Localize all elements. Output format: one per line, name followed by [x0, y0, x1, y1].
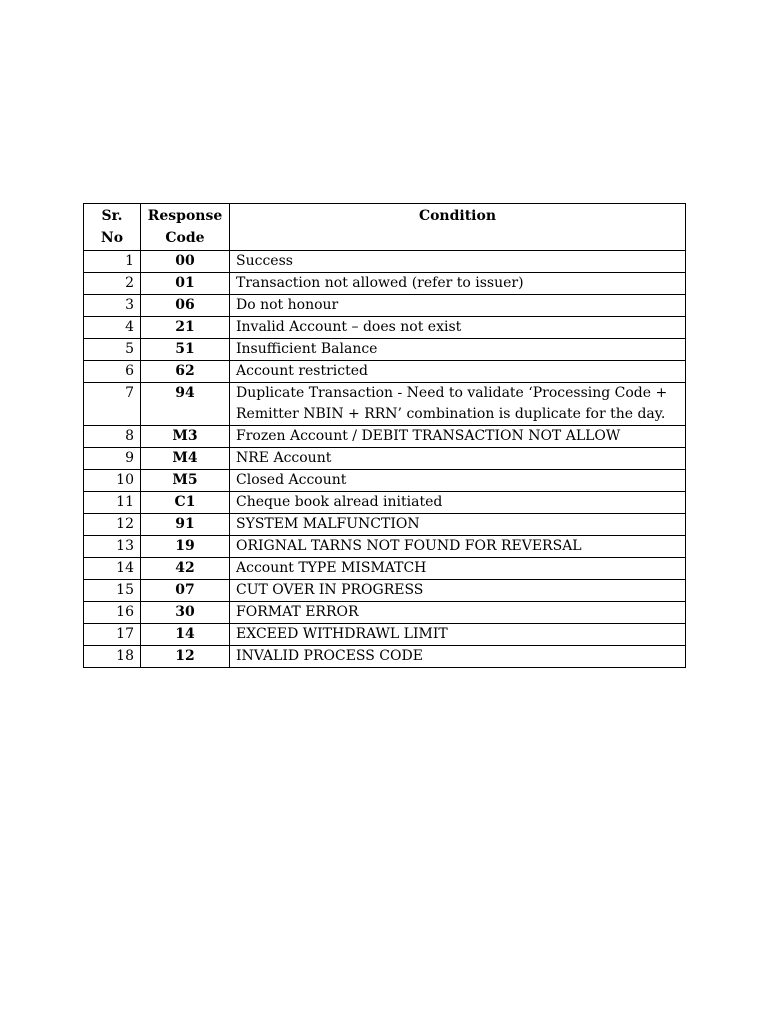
cell-response-code: 62 [141, 361, 230, 383]
cell-response-code: M5 [141, 470, 230, 492]
cell-condition: Invalid Account – does not exist [230, 317, 686, 339]
cell-condition: Account TYPE MISMATCH [230, 558, 686, 580]
cell-response-code: 00 [141, 251, 230, 273]
cell-condition: ORIGNAL TARNS NOT FOUND FOR REVERSAL [230, 536, 686, 558]
table-row [84, 448, 686, 470]
cell-sr-no: 1 [84, 251, 141, 273]
table-row [84, 580, 686, 602]
cell-sr-no: 16 [84, 602, 141, 624]
cell-sr-no: 14 [84, 558, 141, 580]
table-row [84, 339, 686, 361]
cell-response-code: 06 [141, 295, 230, 317]
table-row [84, 646, 686, 668]
cell-condition: Transaction not allowed (refer to issuer) [230, 273, 686, 295]
cell-condition: EXCEED WITHDRAWL LIMIT [230, 624, 686, 646]
cell-condition: CUT OVER IN PROGRESS [230, 580, 686, 602]
cell-response-code: 42 [141, 558, 230, 580]
cell-condition: Success [230, 251, 686, 273]
cell-condition: Do not honour [230, 295, 686, 317]
table-body [84, 251, 686, 668]
cell-sr-no: 8 [84, 426, 141, 448]
cell-sr-no: 6 [84, 361, 141, 383]
cell-response-code: 51 [141, 339, 230, 361]
cell-response-code: 19 [141, 536, 230, 558]
cell-sr-no: 3 [84, 295, 141, 317]
cell-response-code: 01 [141, 273, 230, 295]
cell-sr-no: 17 [84, 624, 141, 646]
table-row [84, 492, 686, 514]
table-row [84, 317, 686, 339]
table-row [84, 295, 686, 317]
cell-condition: Frozen Account / DEBIT TRANSACTION NOT ALLOW [230, 426, 686, 448]
cell-response-code: 07 [141, 580, 230, 602]
cell-condition: Account restricted [230, 361, 686, 383]
cell-sr-no: 12 [84, 514, 141, 536]
cell-sr-no: 4 [84, 317, 141, 339]
cell-condition: SYSTEM MALFUNCTION [230, 514, 686, 536]
table-row [84, 273, 686, 295]
response-code-table [83, 203, 686, 668]
cell-response-code: 30 [141, 602, 230, 624]
cell-response-code: C1 [141, 492, 230, 514]
cell-sr-no: 15 [84, 580, 141, 602]
cell-condition: Insufficient Balance [230, 339, 686, 361]
cell-sr-no: 13 [84, 536, 141, 558]
table-row [84, 558, 686, 580]
table-row [84, 251, 686, 273]
table-row [84, 470, 686, 492]
table-row [84, 602, 686, 624]
table-row [84, 624, 686, 646]
header-condition: Condition [230, 204, 686, 251]
cell-sr-no: 7 [84, 383, 141, 426]
cell-response-code: M4 [141, 448, 230, 470]
cell-condition: Cheque book alread initiated [230, 492, 686, 514]
header-response-code: Response Code [141, 204, 230, 251]
cell-condition: FORMAT ERROR [230, 602, 686, 624]
cell-condition: Closed Account [230, 470, 686, 492]
cell-response-code: 14 [141, 624, 230, 646]
cell-response-code: M3 [141, 426, 230, 448]
table-row [84, 426, 686, 448]
cell-sr-no: 11 [84, 492, 141, 514]
cell-response-code: 94 [141, 383, 230, 426]
cell-response-code: 21 [141, 317, 230, 339]
cell-response-code: 12 [141, 646, 230, 668]
cell-sr-no: 2 [84, 273, 141, 295]
cell-sr-no: 5 [84, 339, 141, 361]
table-row [84, 514, 686, 536]
cell-response-code: 91 [141, 514, 230, 536]
cell-sr-no: 10 [84, 470, 141, 492]
table-row [84, 361, 686, 383]
cell-sr-no: 18 [84, 646, 141, 668]
table-header-row [84, 204, 686, 251]
cell-sr-no: 9 [84, 448, 141, 470]
table-row [84, 383, 686, 426]
cell-condition: NRE Account [230, 448, 686, 470]
cell-condition: Duplicate Transaction - Need to validate ‘Processing Code + Remitter NBIN + RRN’ combination is duplicate for the day. [230, 383, 686, 426]
header-sr-no: Sr. No [84, 204, 141, 251]
cell-condition: INVALID PROCESS CODE [230, 646, 686, 668]
table-row [84, 536, 686, 558]
